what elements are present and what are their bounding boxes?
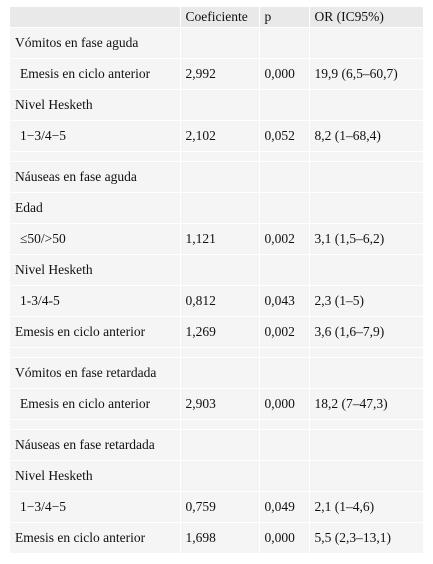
results-table [10, 7, 424, 553]
section-label: Nivel Hesketh [10, 255, 180, 286]
section-label: Nivel Hesketh [10, 90, 180, 121]
section-row [10, 358, 423, 389]
p-cell: 0,002 [259, 317, 309, 348]
coef-cell: 2,903 [180, 389, 259, 420]
or-cell: 18,2 (7–47,3) [309, 389, 423, 420]
empty-cell [180, 430, 259, 461]
spacer-cell [10, 152, 180, 162]
empty-cell [180, 193, 259, 224]
p-cell: 0,043 [259, 286, 309, 317]
or-cell: 3,1 (1,5–6,2) [309, 224, 423, 255]
row-label: 1−3/4−5 [10, 492, 180, 523]
header-row [10, 7, 423, 28]
table-row [10, 389, 423, 420]
row-label: Emesis en ciclo anterior [10, 59, 180, 90]
empty-cell [309, 461, 423, 492]
header-coeficiente: Coeficiente [180, 7, 259, 28]
p-cell: 0,052 [259, 121, 309, 152]
section-label: Vómitos en fase aguda [10, 28, 180, 59]
section-row [10, 430, 423, 461]
empty-cell [309, 193, 423, 224]
empty-cell [259, 461, 309, 492]
or-cell: 2,3 (1–5) [309, 286, 423, 317]
spacer-cell [259, 348, 309, 358]
spacer-cell [259, 152, 309, 162]
section-row [10, 162, 423, 193]
coef-cell: 1,269 [180, 317, 259, 348]
section-row [10, 461, 423, 492]
empty-cell [180, 255, 259, 286]
spacer-row [10, 348, 423, 358]
spacer-cell [180, 348, 259, 358]
section-label: Vómitos en fase retardada [10, 358, 180, 389]
empty-cell [180, 162, 259, 193]
table-row [10, 317, 423, 348]
or-cell: 2,1 (1–4,6) [309, 492, 423, 523]
p-cell: 0,000 [259, 59, 309, 90]
p-cell: 0,049 [259, 492, 309, 523]
spacer-row [10, 420, 423, 430]
spacer-row [10, 152, 423, 162]
empty-cell [180, 90, 259, 121]
p-cell: 0,000 [259, 523, 309, 554]
or-cell: 8,2 (1–68,4) [309, 121, 423, 152]
coef-cell: 2,102 [180, 121, 259, 152]
or-cell: 5,5 (2,3–13,1) [309, 523, 423, 554]
spacer-cell [309, 348, 423, 358]
table-body [10, 28, 423, 554]
coef-cell: 0,759 [180, 492, 259, 523]
section-label: Náuseas en fase retardada [10, 430, 180, 461]
section-row [10, 90, 423, 121]
p-cell: 0,002 [259, 224, 309, 255]
table-row [10, 492, 423, 523]
spacer-cell [309, 152, 423, 162]
row-label: Emesis en ciclo anterior [10, 317, 180, 348]
empty-cell [259, 358, 309, 389]
spacer-cell [180, 420, 259, 430]
empty-cell [259, 255, 309, 286]
coef-cell: 1,121 [180, 224, 259, 255]
table-row [10, 286, 423, 317]
table-row [10, 224, 423, 255]
empty-cell [309, 162, 423, 193]
empty-cell [309, 430, 423, 461]
empty-cell [259, 193, 309, 224]
section-row [10, 193, 423, 224]
spacer-cell [259, 420, 309, 430]
spacer-cell [10, 420, 180, 430]
coef-cell: 2,992 [180, 59, 259, 90]
empty-cell [180, 358, 259, 389]
section-row [10, 28, 423, 59]
section-label: Nivel Hesketh [10, 461, 180, 492]
empty-cell [309, 255, 423, 286]
section-label: Náuseas en fase aguda [10, 162, 180, 193]
row-label: Emesis en ciclo anterior [10, 523, 180, 554]
header-or: OR (IC95%) [309, 7, 423, 28]
row-label: Emesis en ciclo anterior [10, 389, 180, 420]
table-row [10, 523, 423, 554]
table-row [10, 121, 423, 152]
empty-cell [180, 461, 259, 492]
header-p: p [259, 7, 309, 28]
spacer-cell [10, 348, 180, 358]
empty-cell [180, 28, 259, 59]
or-cell: 19,9 (6,5–60,7) [309, 59, 423, 90]
row-label: ≤50/>50 [10, 224, 180, 255]
header-label [10, 7, 180, 28]
row-label: 1-3/4-5 [10, 286, 180, 317]
section-row [10, 255, 423, 286]
empty-cell [259, 162, 309, 193]
empty-cell [259, 430, 309, 461]
or-cell: 3,6 (1,6–7,9) [309, 317, 423, 348]
coef-cell: 0,812 [180, 286, 259, 317]
p-cell: 0,000 [259, 389, 309, 420]
empty-cell [259, 90, 309, 121]
empty-cell [259, 28, 309, 59]
row-label: 1−3/4−5 [10, 121, 180, 152]
empty-cell [309, 358, 423, 389]
spacer-cell [180, 152, 259, 162]
spacer-cell [309, 420, 423, 430]
empty-cell [309, 90, 423, 121]
table-row [10, 59, 423, 90]
coef-cell: 1,698 [180, 523, 259, 554]
empty-cell [309, 28, 423, 59]
section-label: Edad [10, 193, 180, 224]
